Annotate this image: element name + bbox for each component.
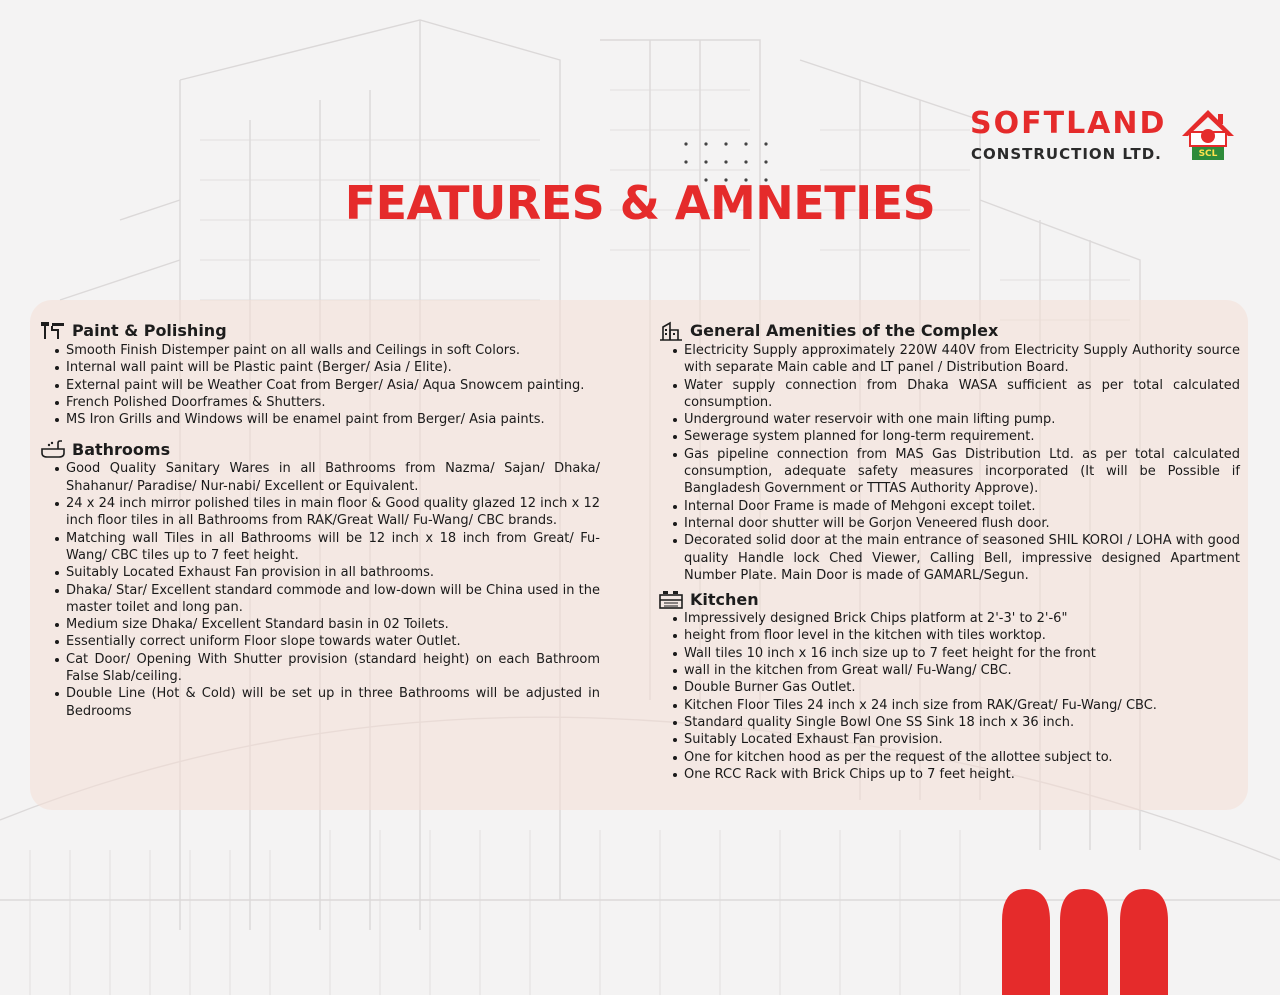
list-item: Cat Door/ Opening With Shutter provision (standard height) on each Bathroom False Slab/ceiling.	[40, 651, 600, 686]
bathrooms-heading-label: Bathrooms	[72, 439, 171, 459]
list-item: Suitably Located Exhaust Fan provision.	[658, 731, 1240, 748]
list-item: Essentially correct uniform Floor slope towards water Outlet.	[40, 633, 600, 650]
brand-name: SOFTLAND	[970, 106, 1167, 141]
stove-icon	[658, 589, 684, 609]
list-item: Kitchen Floor Tiles 24 inch x 24 inch size from RAK/Great/ Fu-Wang/ CBC.	[658, 697, 1240, 714]
list-item: External paint will be Weather Coat from Berger/ Asia/ Aqua Snowcem painting.	[40, 377, 600, 394]
kitchen-list	[658, 610, 1240, 783]
list-item: Dhaka/ Star/ Excellent standard commode and low-down will be China used in the master toilet and long pan.	[40, 582, 600, 617]
general-section-heading	[658, 320, 1240, 342]
list-item: Internal door shutter will be Gorjon Veneered flush door.	[658, 515, 1240, 532]
list-item: Impressively designed Brick Chips platform at 2'-3' to 2'-6"	[658, 610, 1240, 627]
general-list	[658, 342, 1240, 584]
bathrooms-section-heading	[40, 438, 600, 460]
paint-list	[40, 342, 600, 428]
list-item: Water supply connection from Dhaka WASA sufficient as per total calculated consumption.	[658, 377, 1240, 412]
right-column	[658, 320, 1240, 783]
kitchen-section-heading	[658, 588, 1240, 610]
list-item: Underground water reservoir with one main lifting pump.	[658, 411, 1240, 428]
bathtub-icon	[40, 439, 66, 459]
list-item: MS Iron Grills and Windows will be enamel paint from Berger/ Asia paints.	[40, 411, 600, 428]
list-item: Double Burner Gas Outlet.	[658, 679, 1240, 696]
list-item: height from floor level in the kitchen with tiles worktop.	[658, 627, 1240, 644]
left-column	[40, 320, 600, 720]
list-item: Internal Door Frame is made of Mehgoni except toilet.	[658, 498, 1240, 515]
list-item: Decorated solid door at the main entrance of seasoned SHIL KOROI / LOHA with good quality Handle lock Ched Viewer, Calling Bell, impressive designed Apartment Number Plate. Main Door is made of GAMARL/Segun.	[658, 532, 1240, 584]
list-item: Standard quality Single Bowl One SS Sink 18 inch x 36 inch.	[658, 714, 1240, 731]
paint-roller-icon	[40, 321, 66, 341]
company-logo	[968, 106, 1240, 168]
list-item: Matching wall Tiles in all Bathrooms will be 12 inch x 18 inch from Great/ Fu-Wang/ CBC tiles up to 7 feet height.	[40, 530, 600, 565]
building-icon	[658, 321, 684, 341]
list-item: One RCC Rack with Brick Chips up to 7 feet height.	[658, 766, 1240, 783]
list-item: Gas pipeline connection from MAS Gas Distribution Ltd. as per total calculated consumption, adequate safety measures incorporated (It will be Possible if Bangladesh Government or TTTAS Authority Approve).	[658, 446, 1240, 498]
list-item: French Polished Doorframes & Shutters.	[40, 394, 600, 411]
list-item: One for kitchen hood as per the request of the allottee subject to.	[658, 749, 1240, 766]
list-item: wall in the kitchen from Great wall/ Fu-Wang/ CBC.	[658, 662, 1240, 679]
list-item: Medium size Dhaka/ Excellent Standard basin in 02 Toilets.	[40, 616, 600, 633]
brand-mark-label: SCL	[1198, 149, 1218, 159]
list-item: Sewerage system planned for long-term requirement.	[658, 428, 1240, 445]
paint-heading-label: Paint & Polishing	[72, 321, 227, 341]
list-item: Good Quality Sanitary Wares in all Bathrooms from Nazma/ Sajan/ Dhaka/ Shahanur/ Paradise/ Nur-nabi/ Excellent or Equivalent.	[40, 460, 600, 495]
bathrooms-list	[40, 460, 600, 719]
paint-section-heading	[40, 320, 600, 342]
list-item: 24 x 24 inch mirror polished tiles in main floor & Good quality glazed 12 inch x 12 inch floor tiles in all Bathrooms from RAK/Great Wall/ Fu-Wang/ CBC brands.	[40, 495, 600, 530]
general-heading-label: General Amenities of the Complex	[690, 321, 999, 341]
list-item: Suitably Located Exhaust Fan provision in all bathrooms.	[40, 564, 600, 581]
kitchen-heading-label: Kitchen	[690, 589, 759, 609]
list-item: Wall tiles 10 inch x 16 inch size up to 7 feet height for the front	[658, 645, 1240, 662]
list-item: Electricity Supply approximately 220W 440V from Electricity Supply Authority source with separate Main cable and LT panel / Distribution Board.	[658, 342, 1240, 377]
list-item: Internal wall paint will be Plastic paint (Berger/ Asia / Elite).	[40, 359, 600, 376]
page-title: FEATURES & AMNETIES	[344, 176, 936, 230]
red-arches-decoration	[1000, 887, 1280, 995]
list-item: Smooth Finish Distemper paint on all walls and Ceilings in soft Colors.	[40, 342, 600, 359]
brand-subtitle: CONSTRUCTION LTD.	[971, 145, 1162, 163]
list-item: Double Line (Hot & Cold) will be set up in three Bathrooms will be adjusted in Bedrooms	[40, 685, 600, 720]
